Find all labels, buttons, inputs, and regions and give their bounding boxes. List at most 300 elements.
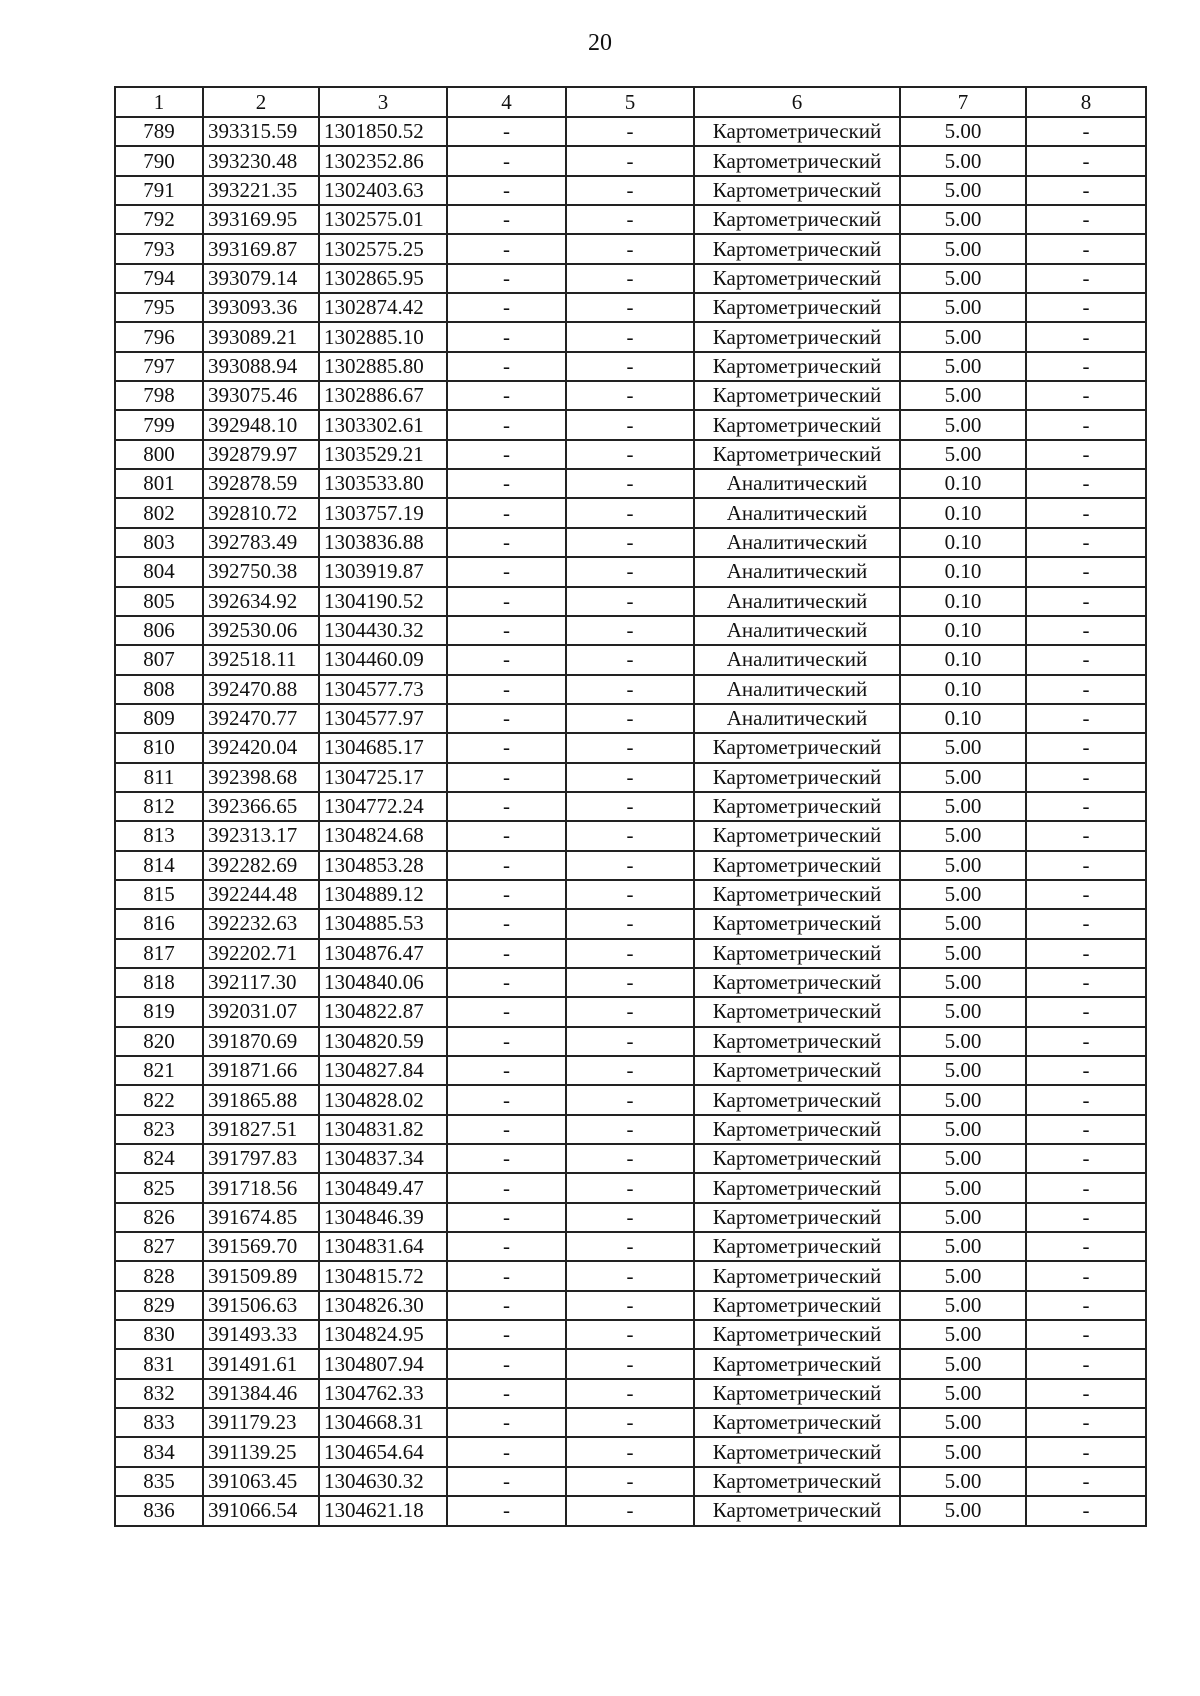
table-row: [115, 1496, 1146, 1525]
x-coordinate-cell: 392420.04: [203, 733, 319, 762]
y-coordinate-cell: 1304621.18: [319, 1496, 447, 1525]
column-4-cell: -: [447, 733, 566, 762]
column-8-cell: -: [1026, 1173, 1146, 1202]
y-coordinate-cell: 1304824.68: [319, 821, 447, 850]
y-coordinate-cell: 1304190.52: [319, 587, 447, 616]
y-coordinate-cell: 1304876.47: [319, 939, 447, 968]
column-8-cell: -: [1026, 792, 1146, 821]
column-8-cell: -: [1026, 939, 1146, 968]
column-8-cell: -: [1026, 821, 1146, 850]
column-8-cell: -: [1026, 1379, 1146, 1408]
accuracy-cell: 5.00: [900, 1056, 1026, 1085]
column-5-cell: -: [566, 997, 694, 1026]
accuracy-cell: 5.00: [900, 1291, 1026, 1320]
point-number-cell: 810: [115, 733, 203, 762]
accuracy-cell: 5.00: [900, 264, 1026, 293]
y-coordinate-cell: 1302885.80: [319, 352, 447, 381]
column-5-cell: -: [566, 322, 694, 351]
x-coordinate-cell: 393075.46: [203, 381, 319, 410]
column-8-cell: -: [1026, 410, 1146, 439]
column-5-cell: -: [566, 469, 694, 498]
table-row: [115, 1408, 1146, 1437]
method-cell: Картометрический: [694, 909, 900, 938]
method-cell: Картометрический: [694, 1349, 900, 1378]
column-5-cell: -: [566, 587, 694, 616]
accuracy-cell: 0.10: [900, 704, 1026, 733]
column-header-2: 2: [203, 87, 319, 117]
table-row: [115, 264, 1146, 293]
y-coordinate-cell: 1303919.87: [319, 557, 447, 586]
column-8-cell: -: [1026, 616, 1146, 645]
accuracy-cell: 5.00: [900, 1437, 1026, 1466]
column-4-cell: -: [447, 146, 566, 175]
table-row: [115, 1291, 1146, 1320]
x-coordinate-cell: 391797.83: [203, 1144, 319, 1173]
column-4-cell: -: [447, 1437, 566, 1466]
column-5-cell: -: [566, 1144, 694, 1173]
y-coordinate-cell: 1302575.25: [319, 234, 447, 263]
method-cell: Картометрический: [694, 1379, 900, 1408]
column-5-cell: -: [566, 821, 694, 850]
x-coordinate-cell: 392366.65: [203, 792, 319, 821]
point-number-cell: 824: [115, 1144, 203, 1173]
column-4-cell: -: [447, 1203, 566, 1232]
table-row: [115, 1349, 1146, 1378]
method-cell: Картометрический: [694, 997, 900, 1026]
column-8-cell: -: [1026, 997, 1146, 1026]
table-header-row: [115, 87, 1146, 117]
x-coordinate-cell: 393221.35: [203, 176, 319, 205]
point-number-cell: 805: [115, 587, 203, 616]
column-4-cell: -: [447, 939, 566, 968]
y-coordinate-cell: 1304853.28: [319, 851, 447, 880]
column-4-cell: -: [447, 675, 566, 704]
column-4-cell: -: [447, 1144, 566, 1173]
column-8-cell: -: [1026, 146, 1146, 175]
point-number-cell: 798: [115, 381, 203, 410]
method-cell: Картометрический: [694, 293, 900, 322]
column-4-cell: -: [447, 821, 566, 850]
column-5-cell: -: [566, 939, 694, 968]
method-cell: Картометрический: [694, 117, 900, 146]
method-cell: Картометрический: [694, 1291, 900, 1320]
method-cell: Картометрический: [694, 1173, 900, 1202]
column-8-cell: -: [1026, 117, 1146, 146]
y-coordinate-cell: 1302865.95: [319, 264, 447, 293]
method-cell: Аналитический: [694, 587, 900, 616]
point-number-cell: 815: [115, 880, 203, 909]
accuracy-cell: 5.00: [900, 1203, 1026, 1232]
table-row: [115, 997, 1146, 1026]
accuracy-cell: 0.10: [900, 675, 1026, 704]
column-5-cell: -: [566, 1349, 694, 1378]
point-number-cell: 826: [115, 1203, 203, 1232]
method-cell: Картометрический: [694, 1085, 900, 1114]
column-8-cell: -: [1026, 293, 1146, 322]
accuracy-cell: 5.00: [900, 1408, 1026, 1437]
table-row: [115, 1232, 1146, 1261]
page-number: 20: [588, 30, 612, 56]
column-4-cell: -: [447, 616, 566, 645]
table-row: [115, 440, 1146, 469]
point-number-cell: 825: [115, 1173, 203, 1202]
column-8-cell: -: [1026, 1320, 1146, 1349]
column-4-cell: -: [447, 1496, 566, 1525]
column-4-cell: -: [447, 763, 566, 792]
column-header-3: 3: [319, 87, 447, 117]
table-row: [115, 498, 1146, 527]
column-8-cell: -: [1026, 176, 1146, 205]
y-coordinate-cell: 1304849.47: [319, 1173, 447, 1202]
x-coordinate-cell: 393088.94: [203, 352, 319, 381]
method-cell: Картометрический: [694, 234, 900, 263]
x-coordinate-cell: 391139.25: [203, 1437, 319, 1466]
column-4-cell: -: [447, 410, 566, 439]
accuracy-cell: 5.00: [900, 968, 1026, 997]
method-cell: Аналитический: [694, 557, 900, 586]
accuracy-cell: 5.00: [900, 234, 1026, 263]
x-coordinate-cell: 392948.10: [203, 410, 319, 439]
method-cell: Картометрический: [694, 440, 900, 469]
accuracy-cell: 0.10: [900, 645, 1026, 674]
column-5-cell: -: [566, 498, 694, 527]
column-header-6: 6: [694, 87, 900, 117]
y-coordinate-cell: 1304772.24: [319, 792, 447, 821]
method-cell: Картометрический: [694, 821, 900, 850]
table-row: [115, 1027, 1146, 1056]
point-number-cell: 808: [115, 675, 203, 704]
method-cell: Картометрический: [694, 1027, 900, 1056]
column-4-cell: -: [447, 909, 566, 938]
y-coordinate-cell: 1304828.02: [319, 1085, 447, 1114]
point-number-cell: 835: [115, 1467, 203, 1496]
table-row: [115, 909, 1146, 938]
table-row: [115, 616, 1146, 645]
column-4-cell: -: [447, 528, 566, 557]
column-4-cell: -: [447, 234, 566, 263]
accuracy-cell: 5.00: [900, 851, 1026, 880]
y-coordinate-cell: 1303533.80: [319, 469, 447, 498]
column-header-8: 8: [1026, 87, 1146, 117]
accuracy-cell: 5.00: [900, 733, 1026, 762]
x-coordinate-cell: 391871.66: [203, 1056, 319, 1085]
column-8-cell: -: [1026, 1349, 1146, 1378]
table-row: [115, 381, 1146, 410]
accuracy-cell: 5.00: [900, 410, 1026, 439]
column-5-cell: -: [566, 1467, 694, 1496]
column-8-cell: -: [1026, 322, 1146, 351]
accuracy-cell: 5.00: [900, 381, 1026, 410]
column-8-cell: -: [1026, 733, 1146, 762]
point-number-cell: 791: [115, 176, 203, 205]
x-coordinate-cell: 391179.23: [203, 1408, 319, 1437]
point-number-cell: 813: [115, 821, 203, 850]
point-number-cell: 803: [115, 528, 203, 557]
x-coordinate-cell: 391384.46: [203, 1379, 319, 1408]
x-coordinate-cell: 392783.49: [203, 528, 319, 557]
x-coordinate-cell: 392398.68: [203, 763, 319, 792]
y-coordinate-cell: 1304889.12: [319, 880, 447, 909]
table-row: [115, 1144, 1146, 1173]
method-cell: Аналитический: [694, 704, 900, 733]
column-4-cell: -: [447, 1027, 566, 1056]
x-coordinate-cell: 392470.77: [203, 704, 319, 733]
column-5-cell: -: [566, 1291, 694, 1320]
table-row: [115, 968, 1146, 997]
point-number-cell: 829: [115, 1291, 203, 1320]
column-5-cell: -: [566, 410, 694, 439]
column-8-cell: -: [1026, 587, 1146, 616]
column-5-cell: -: [566, 1232, 694, 1261]
x-coordinate-cell: 392750.38: [203, 557, 319, 586]
column-4-cell: -: [447, 645, 566, 674]
point-number-cell: 836: [115, 1496, 203, 1525]
column-4-cell: -: [447, 1349, 566, 1378]
column-8-cell: -: [1026, 704, 1146, 733]
x-coordinate-cell: 392202.71: [203, 939, 319, 968]
table-row: [115, 763, 1146, 792]
accuracy-cell: 5.00: [900, 763, 1026, 792]
y-coordinate-cell: 1304577.97: [319, 704, 447, 733]
column-5-cell: -: [566, 176, 694, 205]
point-number-cell: 807: [115, 645, 203, 674]
point-number-cell: 811: [115, 763, 203, 792]
accuracy-cell: 5.00: [900, 322, 1026, 351]
y-coordinate-cell: 1303836.88: [319, 528, 447, 557]
accuracy-cell: 5.00: [900, 1467, 1026, 1496]
y-coordinate-cell: 1303302.61: [319, 410, 447, 439]
accuracy-cell: 0.10: [900, 528, 1026, 557]
column-5-cell: -: [566, 264, 694, 293]
method-cell: Аналитический: [694, 498, 900, 527]
x-coordinate-cell: 391493.33: [203, 1320, 319, 1349]
column-8-cell: -: [1026, 352, 1146, 381]
column-4-cell: -: [447, 381, 566, 410]
column-8-cell: -: [1026, 498, 1146, 527]
column-4-cell: -: [447, 352, 566, 381]
x-coordinate-cell: 393169.87: [203, 234, 319, 263]
x-coordinate-cell: 392232.63: [203, 909, 319, 938]
accuracy-cell: 5.00: [900, 440, 1026, 469]
method-cell: Аналитический: [694, 616, 900, 645]
point-number-cell: 804: [115, 557, 203, 586]
column-8-cell: -: [1026, 968, 1146, 997]
y-coordinate-cell: 1304430.32: [319, 616, 447, 645]
column-4-cell: -: [447, 1085, 566, 1114]
method-cell: Картометрический: [694, 733, 900, 762]
method-cell: Картометрический: [694, 1115, 900, 1144]
column-5-cell: -: [566, 675, 694, 704]
y-coordinate-cell: 1304831.64: [319, 1232, 447, 1261]
y-coordinate-cell: 1304668.31: [319, 1408, 447, 1437]
point-number-cell: 812: [115, 792, 203, 821]
table-row: [115, 851, 1146, 880]
column-5-cell: -: [566, 1437, 694, 1466]
column-4-cell: -: [447, 880, 566, 909]
x-coordinate-cell: 393169.95: [203, 205, 319, 234]
y-coordinate-cell: 1304824.95: [319, 1320, 447, 1349]
accuracy-cell: 5.00: [900, 205, 1026, 234]
table-row: [115, 1085, 1146, 1114]
accuracy-cell: 5.00: [900, 880, 1026, 909]
column-4-cell: -: [447, 792, 566, 821]
column-4-cell: -: [447, 322, 566, 351]
accuracy-cell: 0.10: [900, 616, 1026, 645]
column-4-cell: -: [447, 293, 566, 322]
method-cell: Аналитический: [694, 469, 900, 498]
column-5-cell: -: [566, 557, 694, 586]
column-8-cell: -: [1026, 1408, 1146, 1437]
accuracy-cell: 5.00: [900, 176, 1026, 205]
column-5-cell: -: [566, 616, 694, 645]
x-coordinate-cell: 392117.30: [203, 968, 319, 997]
table-row: [115, 469, 1146, 498]
column-4-cell: -: [447, 469, 566, 498]
method-cell: Картометрический: [694, 322, 900, 351]
column-8-cell: -: [1026, 234, 1146, 263]
x-coordinate-cell: 391063.45: [203, 1467, 319, 1496]
column-5-cell: -: [566, 1496, 694, 1525]
method-cell: Картометрический: [694, 939, 900, 968]
y-coordinate-cell: 1304577.73: [319, 675, 447, 704]
table-row: [115, 1173, 1146, 1202]
x-coordinate-cell: 391491.61: [203, 1349, 319, 1378]
method-cell: Картометрический: [694, 851, 900, 880]
table-row: [115, 1261, 1146, 1290]
column-header-1: 1: [115, 87, 203, 117]
point-number-cell: 818: [115, 968, 203, 997]
x-coordinate-cell: 393230.48: [203, 146, 319, 175]
method-cell: Картометрический: [694, 1467, 900, 1496]
point-number-cell: 795: [115, 293, 203, 322]
table-body: [115, 117, 1146, 1526]
x-coordinate-cell: 391509.89: [203, 1261, 319, 1290]
column-5-cell: -: [566, 645, 694, 674]
column-5-cell: -: [566, 1261, 694, 1290]
column-8-cell: -: [1026, 557, 1146, 586]
y-coordinate-cell: 1304837.34: [319, 1144, 447, 1173]
column-8-cell: -: [1026, 909, 1146, 938]
column-5-cell: -: [566, 1320, 694, 1349]
column-5-cell: -: [566, 381, 694, 410]
table-row: [115, 293, 1146, 322]
column-8-cell: -: [1026, 763, 1146, 792]
column-4-cell: -: [447, 704, 566, 733]
method-cell: Картометрический: [694, 1056, 900, 1085]
column-8-cell: -: [1026, 1232, 1146, 1261]
column-4-cell: -: [447, 1056, 566, 1085]
point-number-cell: 796: [115, 322, 203, 351]
method-cell: Картометрический: [694, 176, 900, 205]
column-4-cell: -: [447, 498, 566, 527]
column-4-cell: -: [447, 968, 566, 997]
column-5-cell: -: [566, 1085, 694, 1114]
column-8-cell: -: [1026, 1056, 1146, 1085]
column-4-cell: -: [447, 1173, 566, 1202]
table-row: [115, 117, 1146, 146]
point-number-cell: 833: [115, 1408, 203, 1437]
method-cell: Аналитический: [694, 645, 900, 674]
x-coordinate-cell: 392879.97: [203, 440, 319, 469]
column-4-cell: -: [447, 997, 566, 1026]
column-5-cell: -: [566, 440, 694, 469]
x-coordinate-cell: 392244.48: [203, 880, 319, 909]
method-cell: Картометрический: [694, 410, 900, 439]
y-coordinate-cell: 1304460.09: [319, 645, 447, 674]
method-cell: Картометрический: [694, 264, 900, 293]
accuracy-cell: 5.00: [900, 1085, 1026, 1114]
accuracy-cell: 5.00: [900, 1232, 1026, 1261]
column-8-cell: -: [1026, 528, 1146, 557]
y-coordinate-cell: 1304762.33: [319, 1379, 447, 1408]
column-4-cell: -: [447, 117, 566, 146]
point-number-cell: 797: [115, 352, 203, 381]
x-coordinate-cell: 392518.11: [203, 645, 319, 674]
x-coordinate-cell: 393089.21: [203, 322, 319, 351]
column-header-7: 7: [900, 87, 1026, 117]
accuracy-cell: 0.10: [900, 587, 1026, 616]
table-row: [115, 146, 1146, 175]
column-5-cell: -: [566, 880, 694, 909]
method-cell: Картометрический: [694, 205, 900, 234]
x-coordinate-cell: 391870.69: [203, 1027, 319, 1056]
column-5-cell: -: [566, 704, 694, 733]
table-row: [115, 528, 1146, 557]
y-coordinate-cell: 1304885.53: [319, 909, 447, 938]
x-coordinate-cell: 392634.92: [203, 587, 319, 616]
column-8-cell: -: [1026, 381, 1146, 410]
method-cell: Картометрический: [694, 968, 900, 997]
table-row: [115, 410, 1146, 439]
x-coordinate-cell: 391674.85: [203, 1203, 319, 1232]
table-row: [115, 176, 1146, 205]
table-row: [115, 792, 1146, 821]
accuracy-cell: 5.00: [900, 939, 1026, 968]
y-coordinate-cell: 1304815.72: [319, 1261, 447, 1290]
point-number-cell: 799: [115, 410, 203, 439]
table-row: [115, 704, 1146, 733]
point-number-cell: 832: [115, 1379, 203, 1408]
column-8-cell: -: [1026, 1144, 1146, 1173]
y-coordinate-cell: 1302575.01: [319, 205, 447, 234]
column-8-cell: -: [1026, 1027, 1146, 1056]
y-coordinate-cell: 1301850.52: [319, 117, 447, 146]
accuracy-cell: 5.00: [900, 117, 1026, 146]
method-cell: Картометрический: [694, 1320, 900, 1349]
point-number-cell: 817: [115, 939, 203, 968]
column-5-cell: -: [566, 293, 694, 322]
accuracy-cell: 5.00: [900, 1496, 1026, 1525]
column-4-cell: -: [447, 1467, 566, 1496]
column-8-cell: -: [1026, 851, 1146, 880]
column-5-cell: -: [566, 1027, 694, 1056]
point-number-cell: 831: [115, 1349, 203, 1378]
table-row: [115, 352, 1146, 381]
x-coordinate-cell: 392031.07: [203, 997, 319, 1026]
method-cell: Картометрический: [694, 146, 900, 175]
column-8-cell: -: [1026, 440, 1146, 469]
accuracy-cell: 5.00: [900, 146, 1026, 175]
column-5-cell: -: [566, 763, 694, 792]
method-cell: Картометрический: [694, 763, 900, 792]
point-number-cell: 806: [115, 616, 203, 645]
y-coordinate-cell: 1304831.82: [319, 1115, 447, 1144]
y-coordinate-cell: 1304654.64: [319, 1437, 447, 1466]
column-8-cell: -: [1026, 880, 1146, 909]
column-5-cell: -: [566, 1115, 694, 1144]
accuracy-cell: 5.00: [900, 1115, 1026, 1144]
table-row: [115, 1056, 1146, 1085]
